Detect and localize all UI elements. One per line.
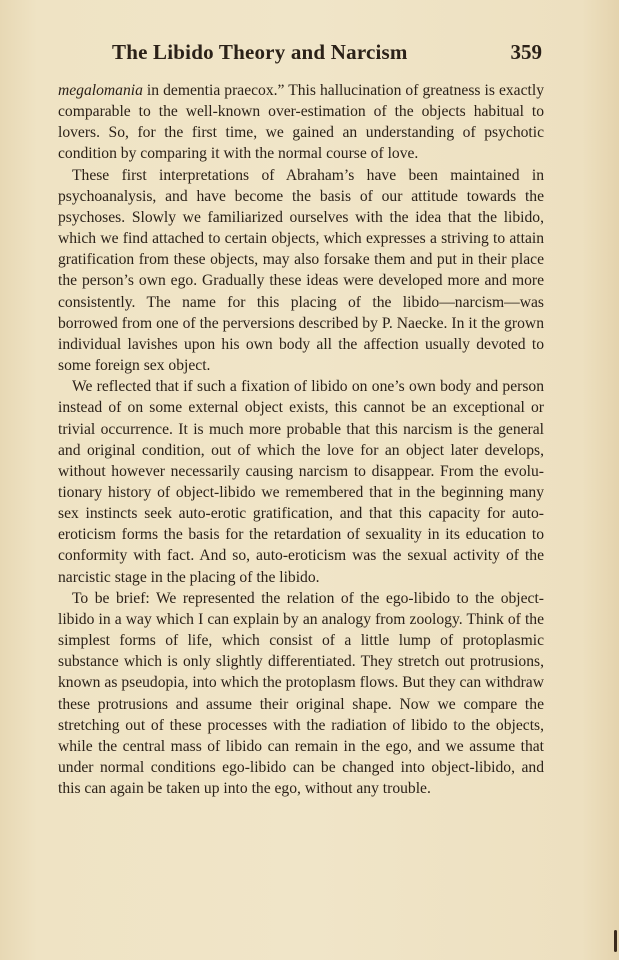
- page-number: 359: [510, 40, 542, 64]
- paragraph-1: [58, 80, 544, 165]
- paragraph-4: To be brief: We represented the relation of the ego-libido to the object-libido in a way which I can explain by an analogy from zoology. Think of the simplest forms of life, which consist of a little lump of protoplasmic substance which is only slightly differentiated. They stretch out protrusions, known as pseudopia, into which the protoplasm flows. But they can withdraw these protrusions and assume their original shape. Now we compare the stretching out of these processes with the radiation of libido to the objects, while the central mass of libido can remain in the ego, and we assume that under normal conditions ego-libido can be changed into object-libido, and this can again be taken up into the ego, without any trouble.: [58, 589, 544, 798]
- paragraph-3: We reflected that if such a fixation of libido on one’s own body and person instead of on some external object exists, this cannot be an exceptional or trivial occurrence. It is much more probable that this narcism is the general and original condition, out of which the love for an object later develops, without however necessarily causing narcism to disappear. From the evolutionary history of object-libido we remembered that in the beginning many sex instincts seek auto-erotic gratification, and that this capacity for auto-eroticism forms the basis for the retardation of sexuality in its education to conformity with fact. And so, auto-eroticism was the sexual activity of the narcistic stage in the placing of the libido.: [58, 378, 544, 586]
- italic-term: megalomania: [58, 82, 143, 99]
- page-header: [60, 40, 542, 70]
- paragraph-1-text: in dementia praecox.” This hallucination of greatness is exactly comparable to the well-known over-estimation of the objects habitual to lovers. So, for the first time, we gained an understanding of psychotic condition by comparing it with the normal course of love.: [58, 82, 544, 163]
- page-body: [58, 80, 544, 799]
- running-title: The Libido Theory and Narcism: [112, 40, 408, 64]
- paragraph-2: These first interpretations of Abraham’s have been maintained in psychoanalysis, and have become the basis of our attitude towards the psychoses. Slowly we familiarized ourselves with the idea that the libido, which we find attached to certain objects, which expresses a striving to attain gratification from these objects, may also forsake them and put in their place the person’s own ego. Gradually these ideas were developed more and more consistently. The name for this placing of the libido—narcism—was borrowed from one of the perversions described by P. Naecke. In it the grown individual lavishes upon his own body all the affection usually devoted to some foreign sex object.: [58, 166, 544, 375]
- page-edge-mark: [614, 930, 617, 952]
